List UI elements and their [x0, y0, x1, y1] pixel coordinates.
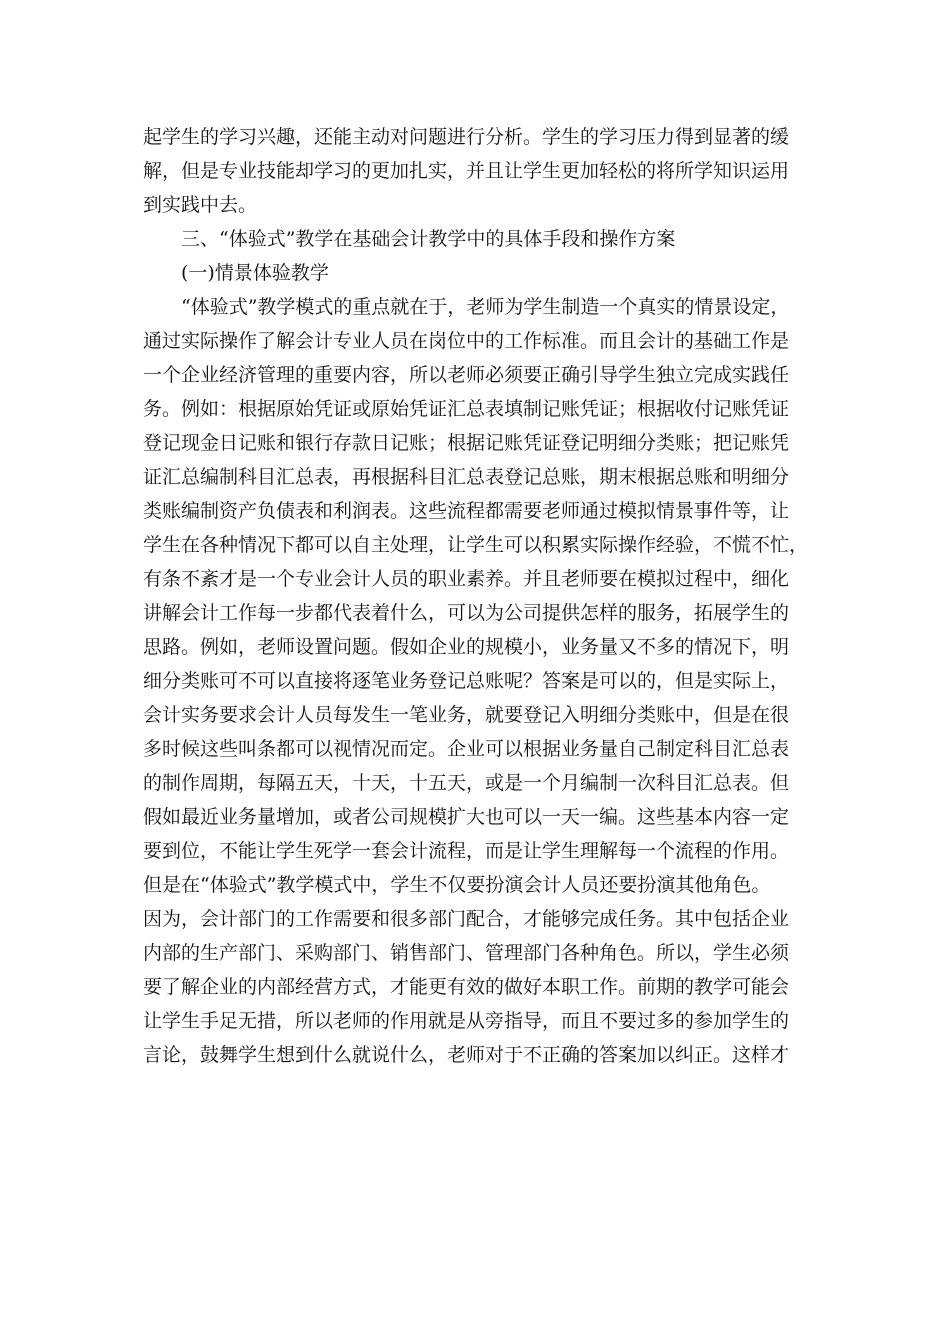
- text-line: 登记现金日记账和银行存款日记账；根据记账凭证登记明细分类账；把记账凭: [143, 432, 790, 454]
- text-line: 细分类账可不可以直接将逐笔业务登记总账呢？答案是可以的，但是实际上，: [143, 670, 790, 692]
- subsection-heading: (一)情景体验教学: [143, 262, 329, 284]
- text-line: 但是在“体验式”教学模式中，学生不仅要扮演会计人员还要扮演其他角色。: [143, 874, 771, 896]
- text-line: 要到位，不能让学生死学一套会计流程，而是让学生理解每一个流程的作用。: [143, 840, 790, 862]
- text-line: “体验式”教学模式的重点就在于，老师为学生制造一个真实的情景设定，: [143, 296, 790, 318]
- section-heading: 三、“体验式”教学在基础会计教学中的具体手段和操作方案: [143, 228, 676, 250]
- text-line: 务。例如：根据原始凭证或原始凭证汇总表填制记账凭证；根据收付记账凭证: [143, 398, 790, 420]
- text-line: 思路。例如，老师设置问题。假如企业的规模小，业务量又不多的情况下，明: [143, 636, 790, 658]
- text-line: 起学生的学习兴趣，还能主动对问题进行分析。学生的学习压力得到显著的缓: [143, 126, 790, 148]
- text-line: 言论，鼓舞学生想到什么就说什么，老师对于不正确的答案加以纠正。这样才: [143, 1044, 790, 1066]
- text-line: 会计实务要求会计人员每发生一笔业务，就要登记入明细分类账中，但是在很: [143, 704, 790, 726]
- text-line: 证汇总编制科目汇总表，再根据科目汇总表登记总账，期末根据总账和明细分: [143, 466, 790, 488]
- text-line: 解，但是专业技能却学习的更加扎实，并且让学生更加轻松的将所学知识运用: [143, 160, 790, 182]
- text-line: 假如最近业务量增加，或者公司规模扩大也可以一天一编。这些基本内容一定: [143, 806, 790, 828]
- text-line: 要了解企业的内部经营方式，才能更有效的做好本职工作。前期的教学可能会: [143, 976, 790, 998]
- text-line: 讲解会计工作每一步都代表着什么，可以为公司提供怎样的服务，拓展学生的: [143, 602, 790, 624]
- text-line: 的制作周期，每隔五天，十天，十五天，或是一个月编制一次科目汇总表。但: [143, 772, 790, 794]
- text-line: 到实践中去。: [143, 194, 258, 216]
- text-line: 通过实际操作了解会计专业人员在岗位中的工作标准。而且会计的基础工作是: [143, 330, 790, 352]
- text-line: 因为，会计部门的工作需要和很多部门配合，才能够完成任务。其中包括企业: [143, 908, 790, 930]
- text-line: 让学生手足无措，所以老师的作用就是从旁指导，而且不要过多的参加学生的: [143, 1010, 790, 1032]
- text-line: 学生在各种情况下都可以自主处理，让学生可以积累实际操作经验，不慌不忙，: [143, 534, 809, 556]
- document-body: [143, 120, 809, 1072]
- text-line: 类账编制资产负债表和利润表。这些流程都需要老师通过模拟情景事件等，让: [143, 500, 790, 522]
- text-line: 一个企业经济管理的重要内容，所以老师必须要正确引导学生独立完成实践任: [143, 364, 790, 386]
- text-line: 内部的生产部门、采购部门、销售部门、管理部门各种角色。所以，学生必须: [143, 942, 790, 964]
- text-line: 有条不紊才是一个专业会计人员的职业素养。并且老师要在模拟过程中，细化: [143, 568, 790, 590]
- text-line: 多时候这些叫条都可以视情况而定。企业可以根据业务量自己制定科目汇总表: [143, 738, 790, 760]
